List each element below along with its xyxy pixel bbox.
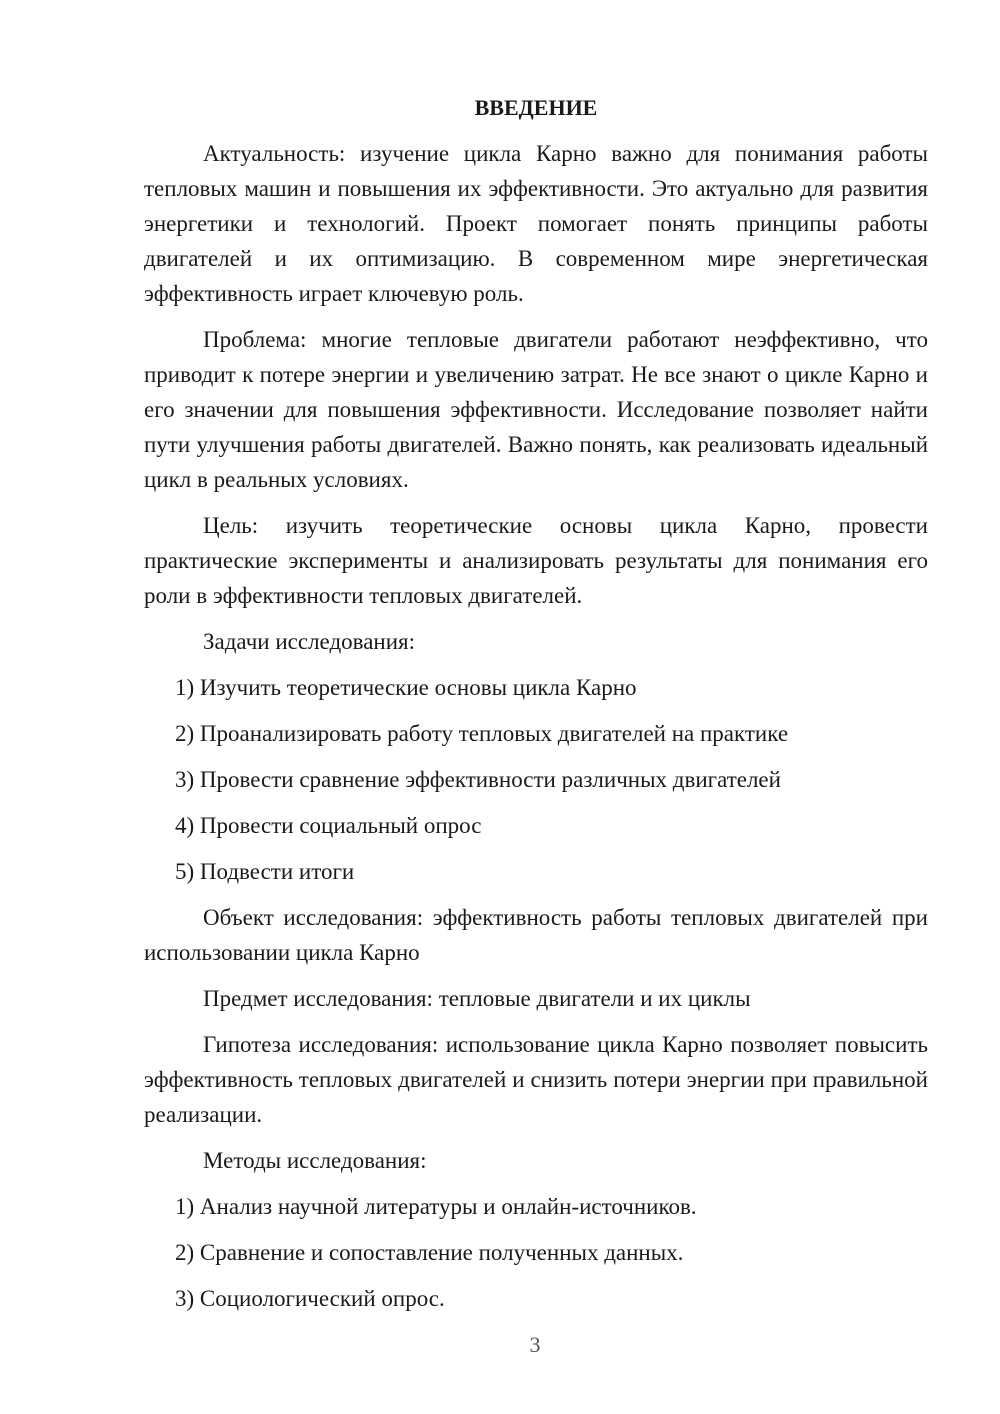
subject-paragraph: Предмет исследования: тепловые двигатели и их циклы: [203, 986, 751, 1011]
list-item: 5) Подвести итоги: [175, 859, 355, 884]
methods-heading: Методы исследования:: [203, 1148, 427, 1173]
document-page: [144, 90, 928, 1327]
goal-paragraph: Цель: изучить теоретические основы цикла Карно, провести практические эксперименты и анализировать результаты для понимания его роли в эффективности тепловых двигателей.: [144, 513, 928, 608]
section-title: ВВЕДЕНИЕ: [474, 95, 598, 120]
page-number: 3: [529, 1332, 541, 1357]
list-item: 2) Проанализировать работу тепловых двигателей на практике: [175, 721, 789, 746]
list-item: 1) Изучить теоретические основы цикла Карно: [175, 675, 637, 700]
list-item: 1) Анализ научной литературы и онлайн-источников.: [175, 1194, 697, 1219]
relevance-paragraph: Актуальность: изучение цикла Карно важно для понимания работы тепловых машин и повышения их эффективности. Это актуально для развития энергетики и технологий. Проект помогает понять принципы работы двигателей и их оптимизацию. В современном мире энергетическая эффективность играет ключевую роль.: [144, 141, 928, 306]
object-paragraph: Объект исследования: эффективность работы тепловых двигателей при использовании цикла Карно: [144, 905, 928, 965]
list-item: 3) Социологический опрос.: [175, 1286, 445, 1311]
list-item: 3) Провести сравнение эффективности различных двигателей: [175, 767, 781, 792]
tasks-heading: Задачи исследования:: [203, 629, 416, 654]
methods-list: [144, 1189, 928, 1316]
problem-paragraph: Проблема: многие тепловые двигатели работают неэффективно, что приводит к потере энергии и увеличению затрат. Не все знают о цикле Карно и его значении для повышения эффективности. Исследование позволяет найти пути улучшения работы двигателей. Важно понять, как реализовать идеальный цикл в реальных условиях.: [144, 327, 928, 492]
list-item: 4) Провести социальный опрос: [175, 813, 482, 838]
tasks-list: [144, 670, 928, 889]
hypothesis-paragraph: Гипотеза исследования: использование цикла Карно позволяет повысить эффективность тепловых двигателей и снизить потери энергии при правильной реализации.: [144, 1032, 928, 1127]
list-item: 2) Сравнение и сопоставление полученных данных.: [175, 1240, 684, 1265]
